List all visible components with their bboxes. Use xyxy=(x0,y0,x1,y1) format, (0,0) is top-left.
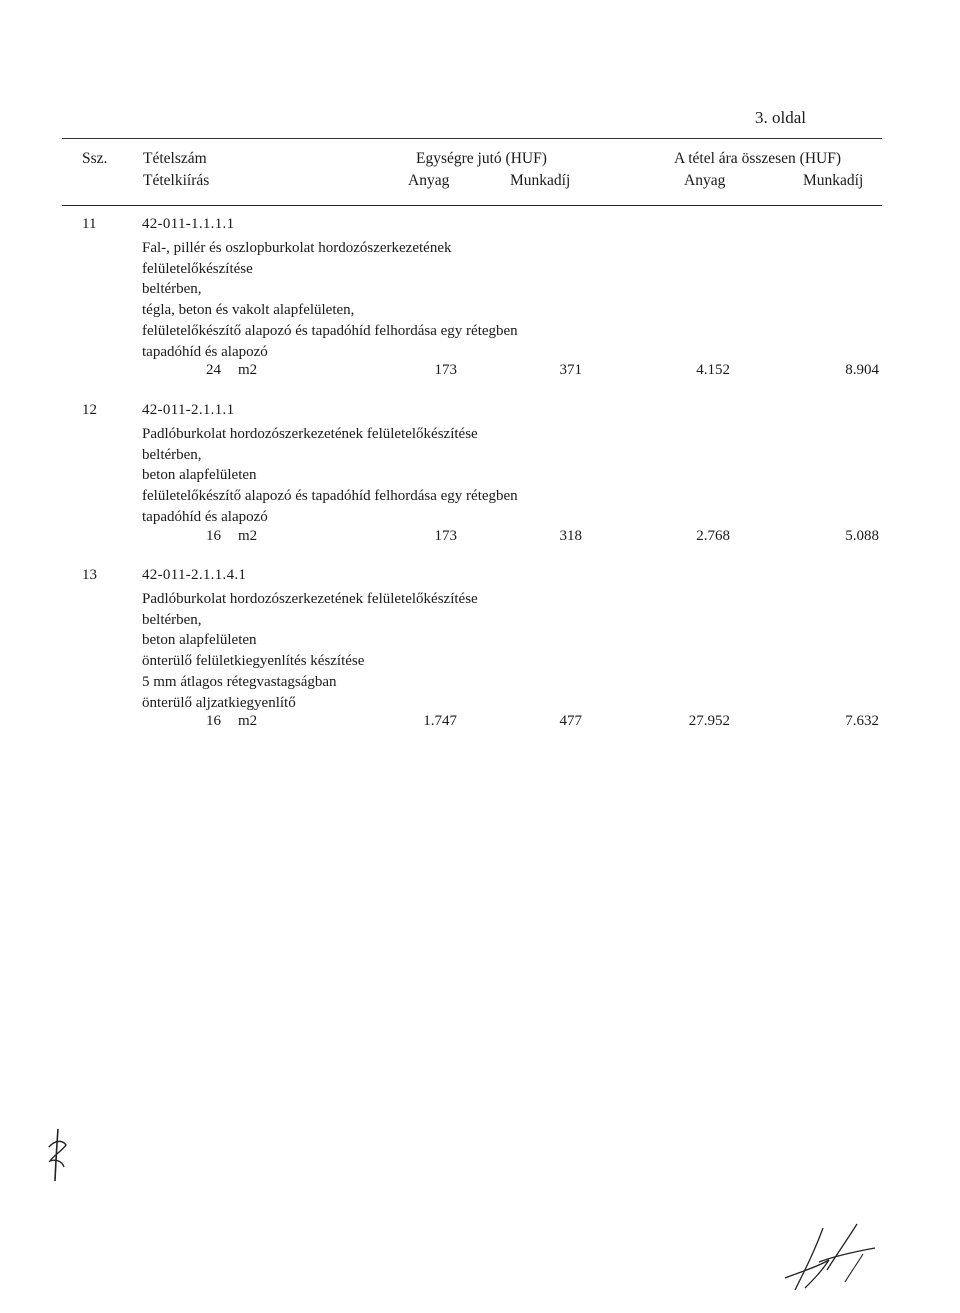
header-unit-munkadij: Munkadíj xyxy=(510,172,571,189)
signature-mark xyxy=(775,1210,895,1300)
description-line: beltérben, xyxy=(142,281,202,298)
description-line: Padlóburkolat hordozószerkezetének felületelőkészítése xyxy=(142,591,478,607)
header-tetelszam: Tételszám xyxy=(143,150,207,167)
total-munkadij-value: 8.904 xyxy=(845,362,879,378)
header-total-anyag: Anyag xyxy=(684,172,726,189)
description-line: önterülő aljzatkiegyenlítő xyxy=(142,694,296,711)
item-unit: m2 xyxy=(238,713,258,729)
description-line: Fal-, pillér és oszlopburkolat hordozószerkezetének xyxy=(142,240,452,256)
unit-munkadij-value: 371 xyxy=(559,362,582,378)
unit-munkadij-value: 318 xyxy=(559,528,582,544)
item-description xyxy=(142,238,518,362)
description-line: felületelőkészítő alapozó és tapadóhíd felhordása egy rétegben xyxy=(142,488,518,505)
description-line: beton alapfelületen xyxy=(142,632,257,649)
page-number: 3. oldal xyxy=(755,108,806,127)
description-line: Padlóburkolat hordozószerkezetének felületelőkészítése xyxy=(142,426,478,442)
description-line: beltérben, xyxy=(142,446,202,463)
item-index: 11 xyxy=(82,216,97,232)
header-unit-anyag: Anyag xyxy=(408,172,450,189)
description-line: felületelőkészítő alapozó és tapadóhíd felhordása egy rétegben xyxy=(142,322,518,339)
description-line: 5 mm átlagos rétegvastagságban xyxy=(142,673,337,690)
item-unit: m2 xyxy=(238,362,258,378)
total-anyag-value: 27.952 xyxy=(688,713,730,729)
item-index: 13 xyxy=(82,567,97,583)
unit-munkadij-value: 477 xyxy=(559,713,582,729)
header-ssz: Ssz. xyxy=(82,150,108,167)
description-line: tapadóhíd és alapozó xyxy=(142,508,268,525)
total-anyag-value: 4.152 xyxy=(696,362,730,378)
header-top-rule xyxy=(62,138,882,139)
item-quantity: 24 xyxy=(206,362,221,378)
description-line: tapadóhíd és alapozó xyxy=(142,343,268,360)
item-code: 42-011-2.1.1.4.1 xyxy=(142,567,247,583)
item-description xyxy=(142,424,518,528)
margin-initials-mark xyxy=(40,1125,80,1185)
header-total-munkadij: Munkadíj xyxy=(803,172,864,189)
description-line: tégla, beton és vakolt alapfelületen, xyxy=(142,302,355,319)
unit-anyag-value: 173 xyxy=(434,362,457,378)
unit-anyag-value: 1.747 xyxy=(423,713,457,729)
header-tetelkiiras: Tételkiírás xyxy=(143,172,210,189)
description-line: önterülő felületkiegyenlítés készítése xyxy=(142,653,365,670)
item-quantity: 16 xyxy=(206,528,221,544)
unit-anyag-value: 173 xyxy=(434,528,457,544)
item-index: 12 xyxy=(82,402,97,418)
description-line: felületelőkészítése xyxy=(142,260,253,277)
header-total-group: A tétel ára összesen (HUF) xyxy=(674,150,842,167)
description-line: beton alapfelületen xyxy=(142,467,257,484)
item-description xyxy=(142,589,478,713)
header-unit-group: Egységre jutó (HUF) xyxy=(416,150,547,167)
item-code: 42-011-1.1.1.1 xyxy=(142,216,235,232)
total-anyag-value: 2.768 xyxy=(696,528,730,544)
item-quantity: 16 xyxy=(206,713,221,729)
total-munkadij-value: 7.632 xyxy=(845,713,879,729)
description-line: beltérben, xyxy=(142,611,202,628)
header-bottom-rule xyxy=(62,205,882,206)
total-munkadij-value: 5.088 xyxy=(845,528,879,544)
item-code: 42-011-2.1.1.1 xyxy=(142,402,235,418)
item-unit: m2 xyxy=(238,528,258,544)
